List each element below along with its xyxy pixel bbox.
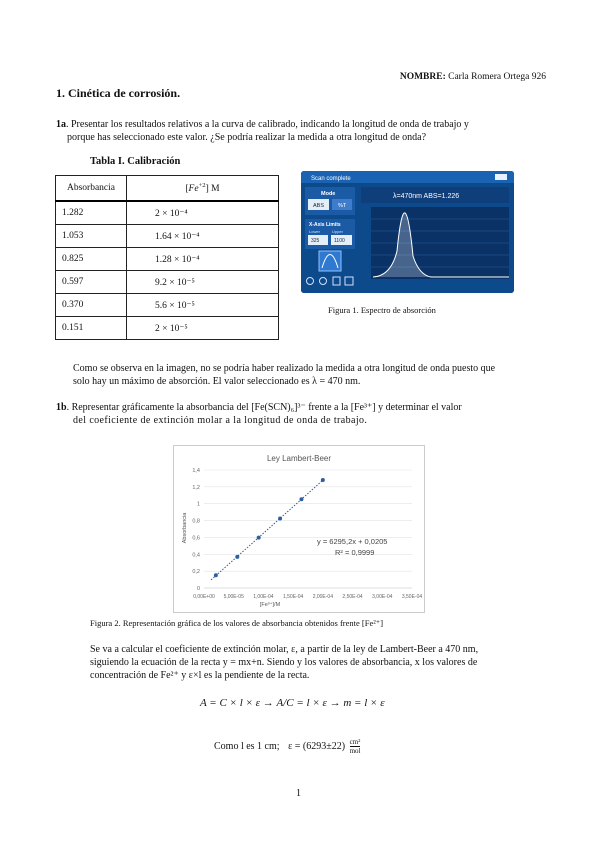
data-point bbox=[321, 478, 325, 482]
paragraph-line: solo hay un máximo de absorción. El valor seleccionado es λ = 470 nm. bbox=[73, 376, 361, 387]
y-tick-label: 1 bbox=[196, 501, 200, 508]
absorbance-cell: 1.282 bbox=[56, 201, 127, 225]
y-tick-label: 0,2 bbox=[192, 569, 200, 576]
question-1a-text: . Presentar los resultados relativos a la curva de calibrado, indicando la longitud de onda de trabajo y bbox=[66, 119, 469, 130]
y-tick-label: 0,8 bbox=[192, 518, 200, 525]
section-title: 1. Cinética de corrosión. bbox=[56, 86, 181, 100]
table-row bbox=[56, 225, 279, 248]
svg-text:%T: %T bbox=[338, 203, 347, 209]
paragraph-line: concentración de Fe²⁺ y ε×l es la pendiente de la recta. bbox=[90, 670, 310, 681]
spectrum-screen-photo bbox=[301, 171, 514, 293]
question-1b-text2: del coeficiente de extinción molar a la longitud de onda de trabajo. bbox=[73, 415, 368, 426]
student-name bbox=[400, 72, 546, 82]
equation-result-prefix: Como l es 1 cm; bbox=[214, 740, 280, 752]
table-row bbox=[56, 294, 279, 317]
question-1b-label: 1b bbox=[56, 402, 67, 413]
absorbance-cell: 0.151 bbox=[56, 317, 127, 340]
concentration-cell: 1.28 × 10⁻⁴ bbox=[127, 248, 279, 271]
x-tick-label: 2,50E-04 bbox=[342, 594, 363, 600]
y-tick-label: 0,4 bbox=[192, 552, 200, 559]
equation-result bbox=[214, 738, 360, 755]
figure-1-caption: Figura 1. Espectro de absorción bbox=[328, 305, 436, 315]
y-tick-label: 0 bbox=[196, 586, 200, 592]
screen-title: Scan complete bbox=[311, 176, 351, 182]
table-row bbox=[56, 271, 279, 294]
wavelength-readout: λ=470nm ABS=1.226 bbox=[393, 193, 460, 200]
concentration-cell: 1.64 × 10⁻⁴ bbox=[127, 225, 279, 248]
data-point bbox=[214, 573, 218, 577]
x-axis-label: [Fe³⁺]/M bbox=[259, 602, 281, 608]
y-tick-label: 1,2 bbox=[192, 484, 200, 491]
name-label: NOMBRE: bbox=[399, 72, 446, 82]
question-1a-label: 1a bbox=[56, 119, 66, 130]
chart-title: Ley Lambert-Beer bbox=[266, 454, 332, 463]
svg-text:Upper: Upper bbox=[332, 229, 343, 234]
absorbance-cell: 0.825 bbox=[56, 248, 127, 271]
y-tick-label: 0,6 bbox=[192, 535, 200, 542]
r-squared: R² = 0,9999 bbox=[335, 548, 375, 557]
absorbance-cell: 1.053 bbox=[56, 225, 127, 248]
page-number: 1 bbox=[296, 788, 301, 799]
concentration-cell: 5.6 × 10⁻⁵ bbox=[127, 294, 279, 317]
svg-text:1100: 1100 bbox=[334, 238, 345, 244]
battery-icon bbox=[495, 174, 507, 180]
svg-text:X-Axis Limits: X-Axis Limits bbox=[309, 222, 341, 228]
svg-text:Lower: Lower bbox=[309, 229, 320, 234]
question-1b bbox=[56, 401, 546, 427]
paragraph-extinction bbox=[90, 643, 545, 682]
data-point bbox=[235, 555, 239, 559]
absorbance-cell: 0.370 bbox=[56, 294, 127, 317]
svg-text:ABS: ABS bbox=[313, 203, 325, 209]
concentration-cell: 9.2 × 10⁻⁵ bbox=[127, 271, 279, 294]
lambert-beer-chart bbox=[173, 445, 425, 613]
x-tick-label: 3,50E-04 bbox=[401, 594, 423, 600]
x-tick-label: 1,50E-04 bbox=[282, 594, 304, 600]
concentration-cell: 2 × 10⁻⁴ bbox=[127, 201, 279, 225]
equation-result-unit: cm² mol bbox=[349, 738, 361, 755]
question-1b-text: . Representar gráficamente la absorbancia del [Fe(SCN)₆]³⁻ frente a la [Fe³⁺] y determinar el valor bbox=[66, 402, 462, 413]
x-tick-label: 1,00E-04 bbox=[253, 594, 274, 600]
svg-text:325: 325 bbox=[311, 238, 320, 244]
x-tick-label: 5,00E-05 bbox=[223, 594, 244, 600]
absorbance-cell: 0.597 bbox=[56, 271, 127, 294]
paragraph-line: Como se observa en la imagen, no se podría haber realizado la medida a otra longitud de onda puesto que bbox=[73, 363, 496, 374]
trend-equation: y = 6295,2x + 0,0205 bbox=[317, 537, 388, 546]
y-tick-label: 1,4 bbox=[192, 468, 200, 474]
figure-2-caption: Figura 2. Representación gráfica de los valores de absorbancia obtenidos frente [Fe²⁺] bbox=[90, 618, 384, 628]
data-point bbox=[299, 497, 303, 501]
paragraph-line: Se va a calcular el coeficiente de extinción molar, ε, a partir de la ley de Lambert-Beer a 470 nm, bbox=[90, 644, 479, 655]
mode-label: Mode bbox=[321, 191, 336, 197]
table-header-row bbox=[56, 176, 279, 202]
data-point bbox=[257, 536, 261, 540]
paragraph-wavelength bbox=[73, 362, 543, 388]
table-caption: Tabla I. Calibración bbox=[90, 156, 181, 167]
table-row bbox=[56, 248, 279, 271]
data-point bbox=[278, 516, 282, 520]
question-1a bbox=[56, 118, 546, 144]
trend-line bbox=[211, 478, 325, 580]
equation-result-value: ε = (6293±22) bbox=[288, 740, 346, 752]
equation-lambert-beer: A = C × l × ε → A/C = l × ε → m = l × ε bbox=[200, 697, 385, 709]
table-row bbox=[56, 201, 279, 225]
calibration-table bbox=[55, 175, 279, 340]
x-tick-label: 3,00E-04 bbox=[372, 594, 393, 600]
col-concentration-header: $[Fe^{+2}]$ M bbox=[127, 176, 279, 202]
name-value: Carla Romera Ortega 926 bbox=[448, 72, 546, 82]
question-1a-text2: porque has seleccionado este valor. ¿Se podría realizar la medida a otra longitud de onda? bbox=[67, 132, 427, 143]
paragraph-line: siguiendo la ecuación de la recta y = mx+n. Siendo y los valores de absorbancia, x los valores de bbox=[90, 657, 478, 668]
x-tick-label: 2,00E-04 bbox=[312, 594, 334, 600]
concentration-cell: 2 × 10⁻⁵ bbox=[127, 317, 279, 340]
y-axis-label: Absorbancia bbox=[182, 512, 188, 544]
table-row bbox=[56, 317, 279, 340]
col-absorbance-header: Absorbancia bbox=[56, 176, 127, 202]
x-tick-label: 0,00E+00 bbox=[193, 594, 215, 600]
